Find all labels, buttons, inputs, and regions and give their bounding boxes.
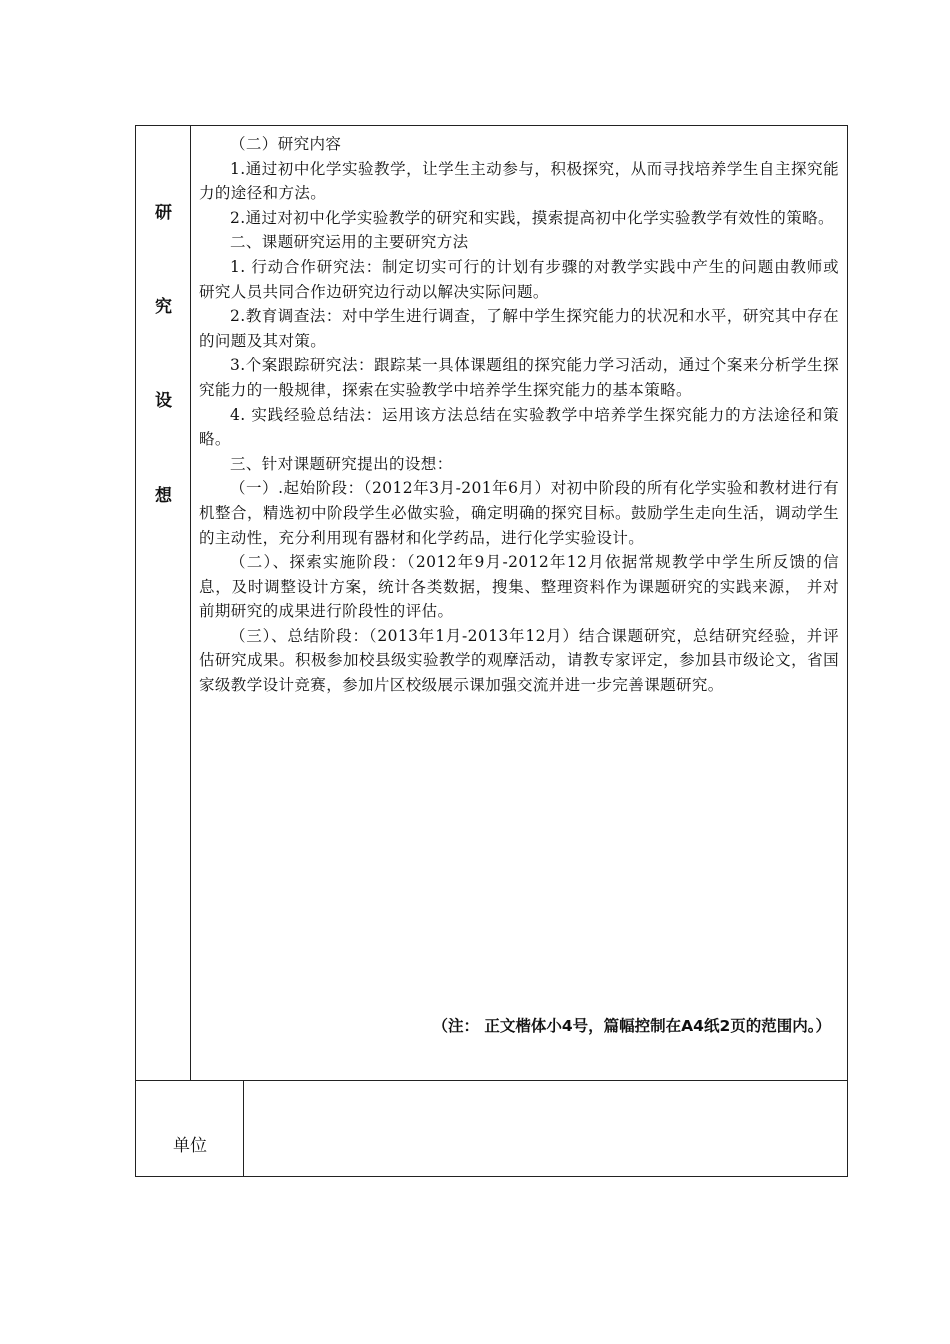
research-design-label-char-3: 设 bbox=[155, 391, 172, 411]
research-design-content-cell bbox=[193, 126, 847, 1080]
paragraph: 3.个案跟踪研究法：跟踪某一具体课题组的探究能力学习活动，通过个案来分析学生探究能力的一般规律，探索在实验教学中培养学生探究能力的基本策略。 bbox=[199, 356, 839, 399]
unit-row bbox=[136, 1081, 847, 1176]
paragraph: 2.通过对初中化学实验教学的研究和实践，摸索提高初中化学实验教学有效性的策略。 bbox=[230, 208, 834, 227]
formatting-note: （注： 正文楷体小4号，篇幅控制在A4纸2页的范围内。） bbox=[432, 1017, 831, 1035]
paragraph: 2.教育调查法：对中学生进行调查，了解中学生探究能力的状况和水平，研究其中存在的问题及其对策。 bbox=[199, 307, 839, 350]
research-design-row bbox=[136, 126, 847, 1081]
paragraph: （一）.起始阶段：（2012年3月-201年6月）对初中阶段的所有化学实验和教材进行有机整合，精选初中阶段学生必做实验，确定明确的探究目标。鼓励学生走向生活，调动学生的主动性，充分利用现有器材和化学药品，进行化学实验设计。 bbox=[199, 479, 839, 547]
section-heading-research-methods: 二、课题研究运用的主要研究方法 bbox=[230, 233, 469, 252]
application-form-table bbox=[135, 125, 848, 1177]
paragraph: 1.通过初中化学实验教学，让学生主动参与，积极探究，从而寻找培养学生自主探究能力的途径和方法。 bbox=[199, 159, 839, 203]
research-design-label-char-2: 究 bbox=[155, 297, 172, 317]
unit-value-field[interactable] bbox=[244, 1081, 847, 1176]
research-design-label-cell bbox=[136, 126, 191, 1080]
paragraph: （三）、总结阶段：（2013年1月-2013年12月）结合课题研究，总结研究经验，并评估研究成果。积极参加校县级实验教学的观摩活动，请教专家评定，参加县市级论文，省国家级教学设计竞赛，参加片区校级展示课加强交流并进一步完善课题研究。 bbox=[199, 626, 839, 695]
paragraph: （二）、探索实施阶段：（2012年9月-2012年12月依据常规教学中学生所反馈的信息，及时调整设计方案，统计各类数据，搜集、整理资料作为课题研究的实践来源， 并对前期研究的成果进行阶段性的评估。 bbox=[199, 553, 839, 621]
section-heading-research-plan: 三、针对课题研究提出的设想： bbox=[230, 454, 453, 473]
research-design-label-char-4: 想 bbox=[155, 486, 172, 506]
paragraph: 4. 实践经验总结法：运用该方法总结在实验教学中培养学生探究能力的方法途径和策略。 bbox=[199, 405, 839, 449]
unit-label: 单位 bbox=[173, 1136, 207, 1156]
section-heading-research-content: （二）研究内容 bbox=[230, 135, 342, 153]
paragraph: 1. 行动合作研究法：制定切实可行的计划有步骤的对教学实践中产生的问题由教师或研究人员共同合作边研究边行动以解决实际问题。 bbox=[199, 257, 839, 301]
research-design-label-char-1: 研 bbox=[155, 203, 172, 223]
unit-label-cell bbox=[136, 1081, 244, 1176]
